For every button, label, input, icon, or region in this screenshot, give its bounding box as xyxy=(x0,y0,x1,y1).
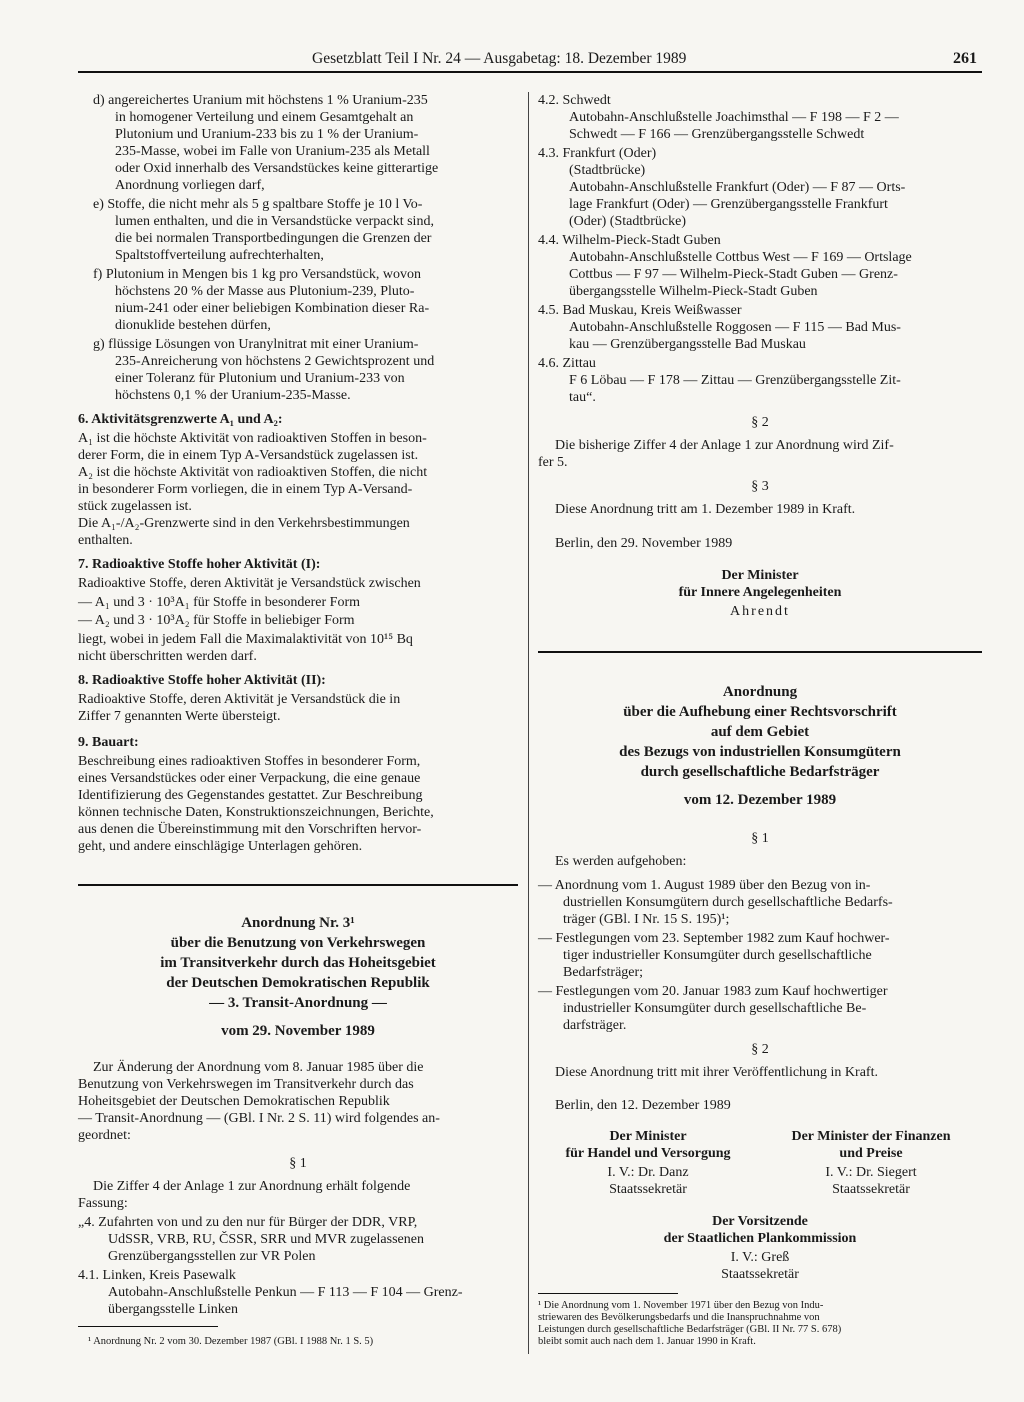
section-6-line-3: A₂ ist die höchste Aktivität von radioaktiven Stoffen, die nicht xyxy=(78,465,428,480)
list-line-12: übergangsstelle Wilhelm-Pieck-Stadt Guben xyxy=(569,284,818,299)
ordinance-date: vom 29. November 1989 xyxy=(221,1023,375,1039)
ordinance-title-line-5: — 3. Transit-Anordnung — xyxy=(209,995,387,1011)
para1-line-7: Autobahn-Anschlußstelle Penkun — F 113 — F 104 — Grenz- xyxy=(108,1285,463,1300)
item-d-line-3: Plutonium und Uranium-233 bis zu 1 % der Uranium- xyxy=(115,127,419,142)
ordinance-title-line-2: über die Benutzung von Verkehrswegen xyxy=(170,935,426,951)
sig-center-role: Staatssekretär xyxy=(721,1267,799,1282)
footnote-right-line-3: Leistungen durch gesellschaftliche Bedarfsträger (GBl. II Nr. 77 S. 678) xyxy=(538,1324,842,1335)
section-9-line-3: Identifizierung des Gegenstandes gestattet. Zur Beschreibung xyxy=(78,788,423,803)
para2-line-2: fer 5. xyxy=(538,455,568,470)
p1-item-3-line-2: industrieller Konsumgüter durch gesellschaftliche Be- xyxy=(563,1001,867,1016)
section-6-line-6: Die A₁-/A₂-Grenzwerte sind in den Verkehrsbestimmungen xyxy=(78,516,410,531)
section-8-line-1: Radioaktive Stoffe, deren Aktivität je Versandstück die in xyxy=(78,692,401,707)
para1-line-6: 4.1. Linken, Kreis Pasewalk xyxy=(78,1268,236,1283)
section-9-line-5: aus denen die Übereinstimmung mit den Vorschriften hervor- xyxy=(78,822,422,837)
section-7-line-1: Radioaktive Stoffe, deren Aktivität je Versandstück zwischen xyxy=(78,576,421,591)
section-8-line-2: Ziffer 7 genannten Werte übersteigt. xyxy=(78,709,281,724)
sig-right-office: und Preise xyxy=(839,1146,903,1161)
para3-body: Diese Anordnung tritt am 1. Dezember 1989 in Kraft. xyxy=(555,502,856,517)
list-line-16: 4.6. Zittau xyxy=(538,356,596,371)
sig-left-name: I. V.: Dr. Danz xyxy=(607,1165,689,1180)
para1-line-2: Fassung: xyxy=(78,1196,128,1211)
item-f-line-2: höchstens 20 % der Masse aus Plutonium-239, Pluto- xyxy=(115,284,415,299)
section-divider-right xyxy=(538,651,982,653)
item-f-line-3: nium-241 oder einer beliebigen Kombination dieser Ra- xyxy=(115,301,430,316)
para1-line-8: übergangsstelle Linken xyxy=(108,1302,238,1317)
item-f-line-1: f) Plutonium in Mengen bis 1 kg pro Versandstück, wovon xyxy=(93,267,421,282)
list-line-5: (Stadtbrücke) xyxy=(569,163,646,178)
sig-right-role: Staatssekretär xyxy=(832,1182,910,1197)
place-date: Berlin, den 29. November 1989 xyxy=(555,536,733,551)
p1-item-1-line-2: dustriellen Konsumgütern durch gesellschaftliche Bedarfs- xyxy=(563,895,893,910)
item-e-line-1: e) Stoffe, die nicht mehr als 5 g spaltbare Stoffe je 10 l Vo- xyxy=(93,197,423,212)
section-6-line-4: in besonderer Form vorliegen, die in einem Typ A-Versand- xyxy=(78,482,413,497)
signature-1-office: für Innere Angelegenheiten xyxy=(678,585,842,600)
section-6-heading: 6. Aktivitätsgrenzwerte A₁ und A₂: xyxy=(78,412,283,427)
footnote-left: ¹ Anordnung Nr. 2 vom 30. Dezember 1987 (GBl. I 1988 Nr. 1 S. 5) xyxy=(88,1336,374,1347)
para1-line-4: UdSSR, VRB, RU, ČSSR, SRR und MVR zugelassenen xyxy=(108,1232,424,1247)
footnote-right-line-1: ¹ Die Anordnung vom 1. November 1971 über den Bezug von Indu- xyxy=(538,1300,824,1311)
list-line-6: Autobahn-Anschlußstelle Frankfurt (Oder) — F 87 — Orts- xyxy=(569,180,906,195)
ordinance2-title-line-5: durch gesellschaftliche Bedarfsträger xyxy=(640,764,880,780)
page-number: 261 xyxy=(953,50,977,67)
header-rule xyxy=(78,71,982,73)
p1-item-1-line-1: — Anordnung vom 1. August 1989 über den Bezug von in- xyxy=(538,878,871,893)
paragraph-1-heading: § 1 xyxy=(289,1156,307,1171)
p1-item-3-line-1: — Festlegungen vom 20. Januar 1983 zum Kauf hochwertiger xyxy=(538,984,888,999)
p1-item-2-line-3: Bedarfsträger; xyxy=(563,965,644,980)
ordinance2-title-line-1: Anordnung xyxy=(722,684,798,700)
list-line-10: Autobahn-Anschlußstelle Cottbus West — F 169 — Ortslage xyxy=(569,250,912,265)
section-divider-left xyxy=(78,884,518,886)
ordinance2-paragraph-1-heading: § 1 xyxy=(751,831,769,846)
para2-line-1: Die bisherige Ziffer 4 der Anlage 1 zur Anordnung wird Zif- xyxy=(555,438,894,453)
section-9-line-6: geht, und andere einschlägige Unterlagen gehören. xyxy=(78,839,363,854)
section-7-line-4: liegt, wobei in jedem Fall die Maximalaktivität von 10¹⁵ Bq xyxy=(78,632,413,647)
intro-line-4: — Transit-Anordnung — (GBl. I Nr. 2 S. 11) wird folgendes an- xyxy=(78,1111,440,1126)
item-d-line-2: in homogener Verteilung und einem Gesamtgehalt an xyxy=(115,110,414,125)
section-6-line-5: stück zugelassen ist. xyxy=(78,499,192,514)
intro-line-5: geordnet: xyxy=(78,1128,131,1143)
list-line-14: Autobahn-Anschlußstelle Roggosen — F 115 — Bad Mus- xyxy=(569,320,901,335)
list-line-2: Autobahn-Anschlußstelle Joachimsthal — F 198 — F 2 — xyxy=(569,110,899,125)
sig-right-title: Der Minister der Finanzen xyxy=(791,1129,951,1144)
ordinance2-title-line-4: des Bezugs von industriellen Konsumgütern xyxy=(619,744,901,760)
section-9-line-1: Beschreibung eines radioaktiven Stoffes in besonderer Form, xyxy=(78,754,421,769)
para1-line-3: „4. Zufahrten von und zu den nur für Bürger der DDR, VRP, xyxy=(78,1215,418,1230)
item-d-line-5: oder Oxid innerhalb des Versandstückes keine gitterartige xyxy=(115,161,439,176)
p1-item-1-line-3: träger (GBl. I Nr. 15 S. 195)¹; xyxy=(563,912,730,927)
list-line-17: F 6 Löbau — F 178 — Zittau — Grenzübergangsstelle Zit- xyxy=(569,373,901,388)
list-line-11: Cottbus — F 97 — Wilhelm-Pieck-Stadt Guben — Grenz- xyxy=(569,267,898,282)
section-6-line-2: derer Form, die in einem Typ A-Versandstück zugelassen ist. xyxy=(78,448,419,463)
section-7-heading: 7. Radioaktive Stoffe hoher Aktivität (I): xyxy=(78,557,321,572)
item-g-line-3: einer Toleranz für Plutonium und Uranium-233 von xyxy=(115,371,405,386)
ordinance2-title-line-3: auf dem Gebiet xyxy=(710,724,810,740)
item-g-line-4: höchstens 0,1 % der Uranium-235-Masse. xyxy=(115,388,351,403)
p1-item-2-line-1: — Festlegungen vom 23. September 1982 zum Kauf hochwer- xyxy=(538,931,890,946)
ordinance-title-line-4: der Deutschen Demokratischen Republik xyxy=(166,975,430,991)
place-date-2: Berlin, den 12. Dezember 1989 xyxy=(555,1098,731,1113)
p2-body: Diese Anordnung tritt mit ihrer Veröffentlichung in Kraft. xyxy=(555,1065,878,1080)
sig-left-office: für Handel und Versorgung xyxy=(565,1146,731,1161)
ordinance2-paragraph-2-heading: § 2 xyxy=(751,1042,769,1057)
signature-1-name: Ahrendt xyxy=(730,604,790,619)
para1-line-1: Die Ziffer 4 der Anlage 1 zur Anordnung erhält folgende xyxy=(93,1179,411,1194)
item-e-line-3: die bei normalen Transportbedingungen die Grenzen der xyxy=(115,231,432,246)
section-7-line-5: nicht überschritten werden darf. xyxy=(78,649,257,664)
sig-center-title: Der Vorsitzende xyxy=(712,1214,808,1229)
item-g-line-2: 235-Anreicherung von höchstens 2 Gewichtsprozent und xyxy=(115,354,435,369)
list-line-8: (Oder) (Stadtbrücke) xyxy=(569,214,687,229)
sig-left-title: Der Minister xyxy=(609,1129,687,1144)
section-9-heading: 9. Bauart: xyxy=(78,735,139,750)
paragraph-3-heading: § 3 xyxy=(751,479,769,494)
sig-center-office: der Staatlichen Plankommission xyxy=(663,1231,857,1246)
item-e-line-4: Spaltstoffverteilung aufrechterhalten, xyxy=(115,248,324,263)
column-divider xyxy=(528,92,529,1354)
list-line-3: Schwedt — F 166 — Grenzübergangsstelle Schwedt xyxy=(569,127,865,142)
section-6-line-7: enthalten. xyxy=(78,533,133,548)
ordinance-title-line-1: Anordnung Nr. 3¹ xyxy=(241,915,355,931)
list-line-18: tau“. xyxy=(569,390,596,405)
list-line-15: kau — Grenzübergangsstelle Bad Muskau xyxy=(569,337,806,352)
list-line-4: 4.3. Frankfurt (Oder) xyxy=(538,146,657,161)
footnote-rule-left xyxy=(78,1326,218,1327)
p1-item-2-line-2: tiger industrieller Konsumgüter durch gesellschaftliche xyxy=(563,948,872,963)
item-g-line-1: g) flüssige Lösungen von Uranylnitrat mit einer Uranium- xyxy=(93,337,419,352)
sig-right-name: I. V.: Dr. Siegert xyxy=(825,1165,917,1180)
list-line-13: 4.5. Bad Muskau, Kreis Weißwasser xyxy=(538,303,742,318)
p1-intro: Es werden aufgehoben: xyxy=(555,854,687,869)
section-9-line-2: eines Versandstückes oder einer Verpackung, die eine genaue xyxy=(78,771,421,786)
ordinance-title-line-3: im Transitverkehr durch das Hoheitsgebiet xyxy=(160,955,436,971)
section-7-line-2: — A₁ und 3 · 10³A₁ für Stoffe in besonderer Form xyxy=(78,595,360,610)
signature-1-title: Der Minister xyxy=(721,568,799,583)
paragraph-2-heading: § 2 xyxy=(751,415,769,430)
section-9-line-4: können technische Daten, Konstruktionszeichnungen, Berichte, xyxy=(78,805,434,820)
para1-line-5: Grenzübergangsstellen zur VR Polen xyxy=(108,1249,316,1264)
footnote-right-line-4: bleibt somit auch nach dem 1. Januar 1990 in Kraft. xyxy=(538,1336,756,1347)
item-d-line-4: 235-Masse, wobei im Falle von Uranium-235 als Metall xyxy=(115,144,430,159)
intro-line-3: Hoheitsgebiet der Deutschen Demokratischen Republik xyxy=(78,1094,390,1109)
ordinance2-title-line-2: über die Aufhebung einer Rechtsvorschrift xyxy=(623,704,897,720)
item-f-line-4: dionuklide bestehen dürfen, xyxy=(115,318,271,333)
intro-line-2: Benutzung von Verkehrswegen im Transitverkehr durch das xyxy=(78,1077,414,1092)
list-line-9: 4.4. Wilhelm-Pieck-Stadt Guben xyxy=(538,233,721,248)
p1-item-3-line-3: darfsträger. xyxy=(563,1018,627,1033)
section-6-line-1: A₁ ist die höchste Aktivität von radioaktiven Stoffen in beson- xyxy=(78,431,427,446)
section-8-heading: 8. Radioaktive Stoffe hoher Aktivität (II): xyxy=(78,673,326,688)
item-d-line-6: Anordnung vorliegen darf, xyxy=(115,178,265,193)
item-d-line-1: d) angereichertes Uranium mit höchstens 1 % Uranium-235 xyxy=(93,93,428,108)
footnote-rule-right xyxy=(538,1293,678,1294)
footnote-right-line-2: striewaren des Bevölkerungsbedarfs und die Inanspruchnahme von xyxy=(538,1312,820,1323)
sig-center-name: I. V.: Greß xyxy=(730,1250,790,1265)
running-header: Gesetzblatt Teil I Nr. 24 — Ausgabetag: 18. Dezember 1989 xyxy=(312,50,687,67)
ordinance2-date: vom 12. Dezember 1989 xyxy=(683,792,837,808)
item-e-line-2: lumen enthalten, und die in Versandstücke verpackt sind, xyxy=(115,214,434,229)
list-line-1: 4.2. Schwedt xyxy=(538,93,611,108)
section-7-line-3: — A₂ und 3 · 10³A₂ für Stoffe in beliebiger Form xyxy=(78,613,355,628)
intro-line-1: Zur Änderung der Anordnung vom 8. Januar 1985 über die xyxy=(93,1060,424,1075)
list-line-7: lage Frankfurt (Oder) — Grenzübergangsstelle Frankfurt xyxy=(569,197,888,212)
sig-left-role: Staatssekretär xyxy=(609,1182,687,1197)
